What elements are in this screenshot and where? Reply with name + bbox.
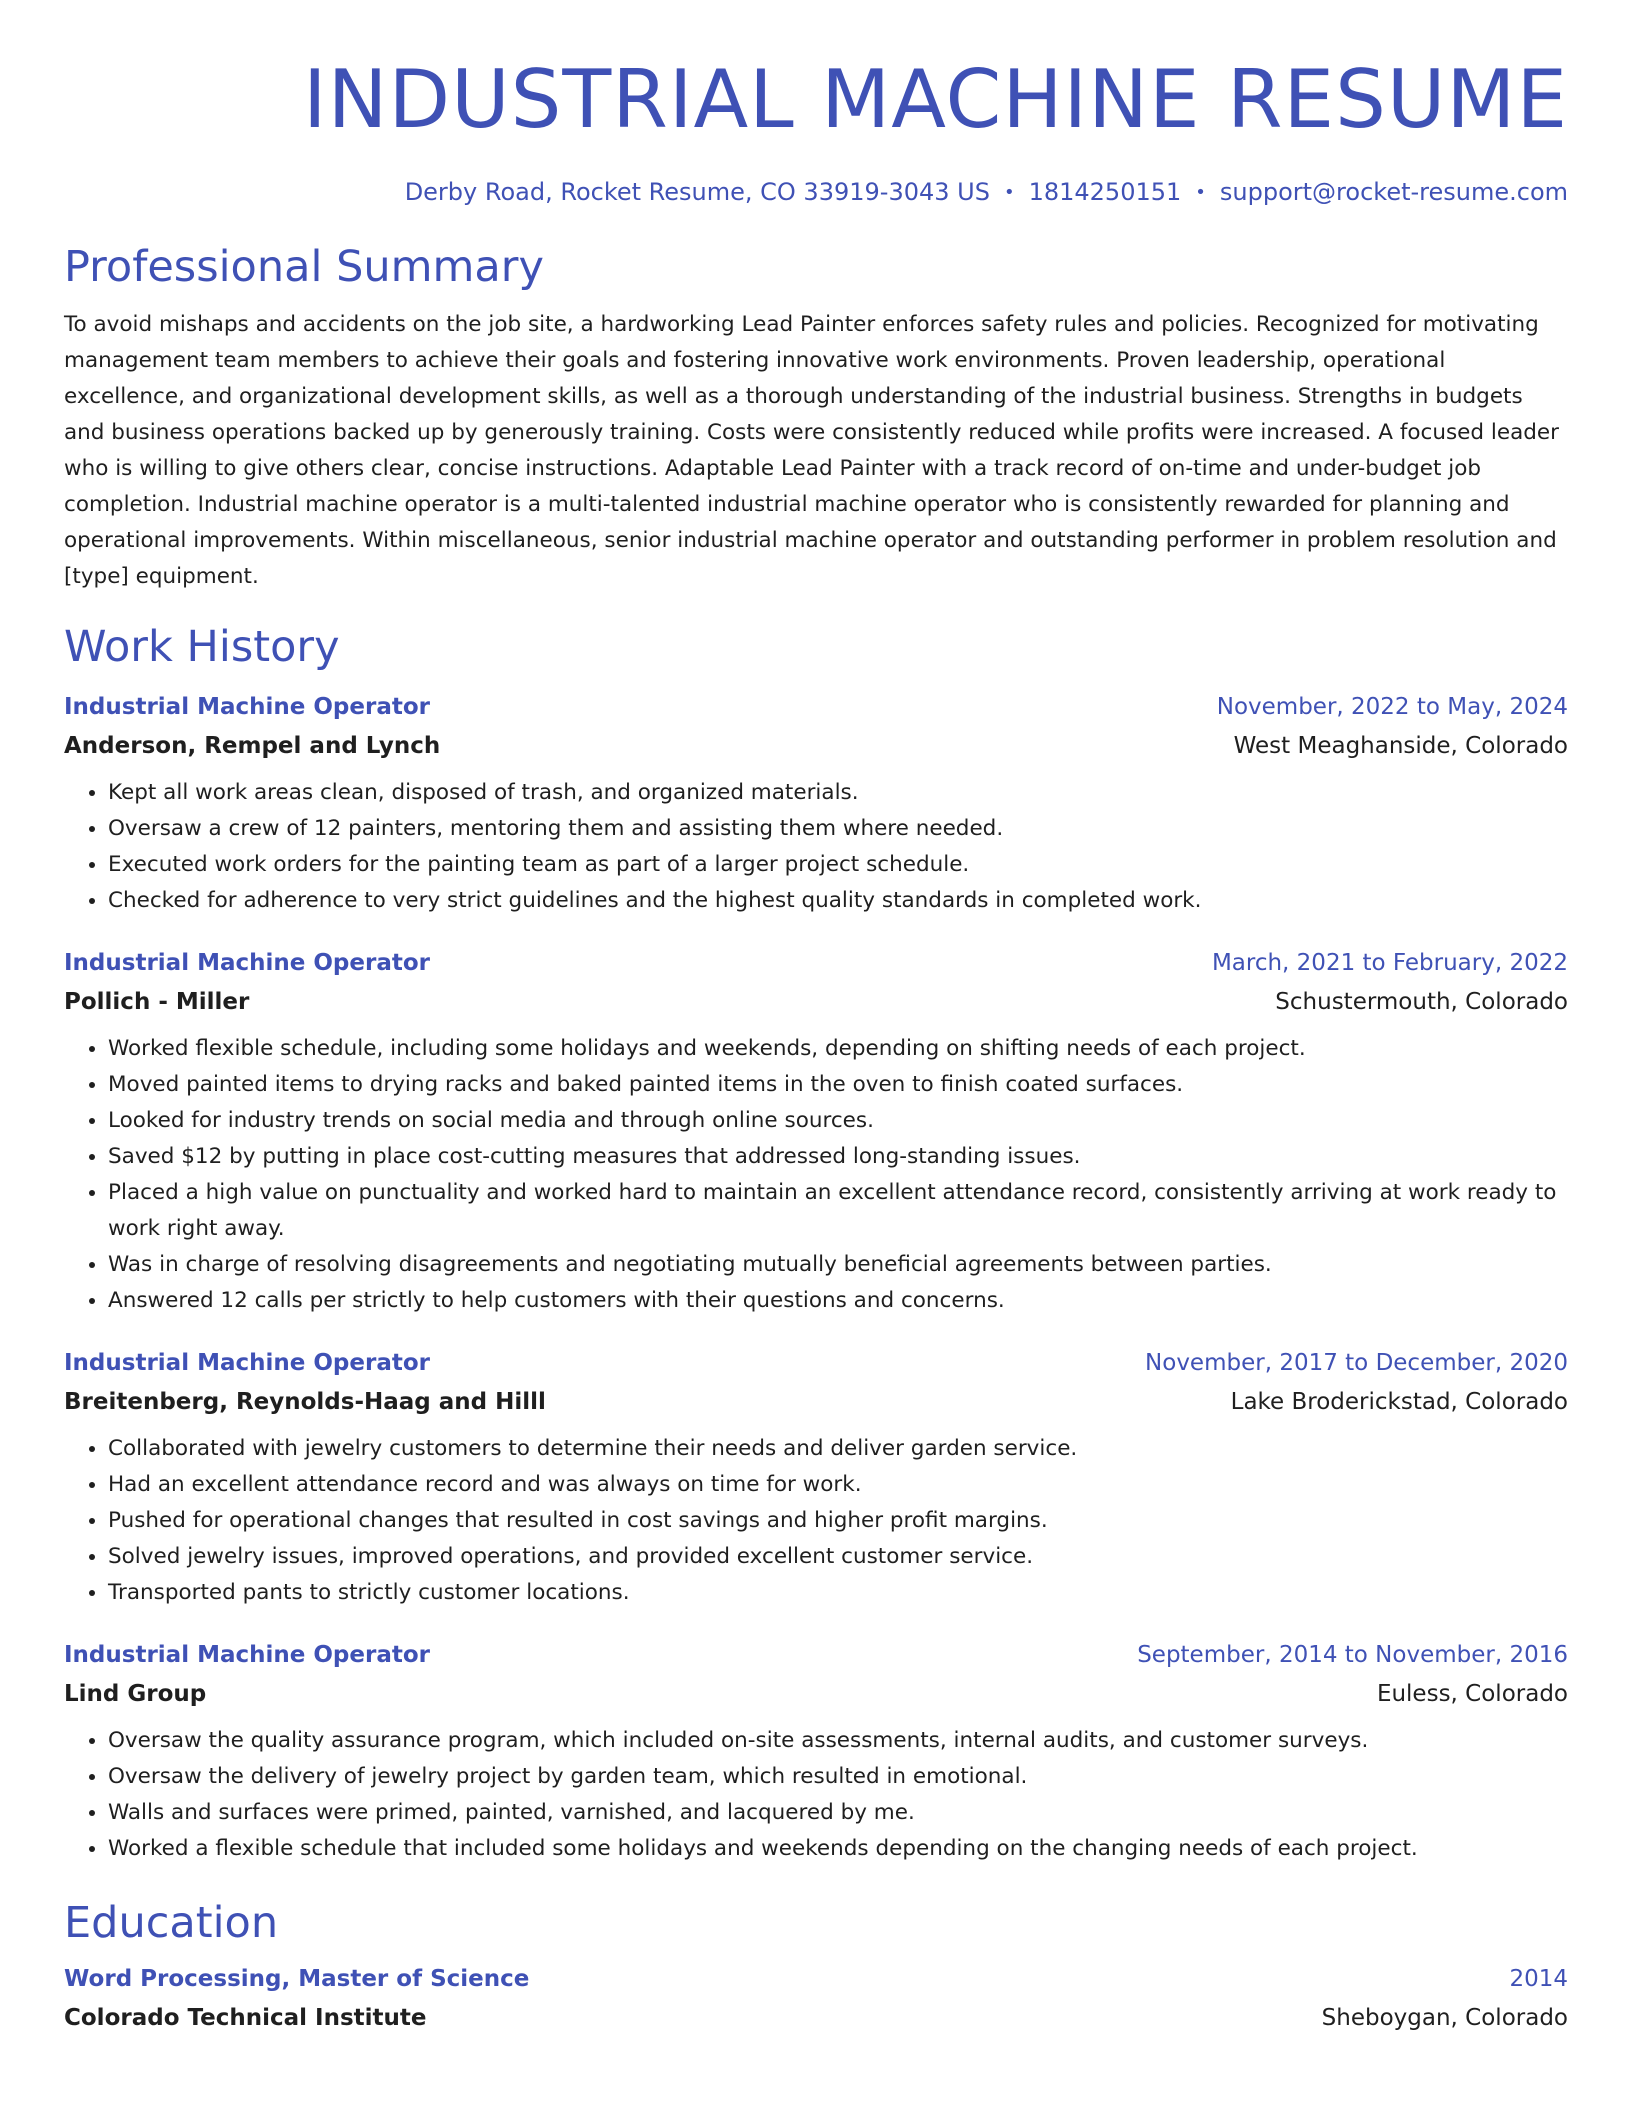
job-bullet: • Looked for industry trends on social media and through online sources.	[108, 1103, 1568, 1139]
job-bullet: • Placed a high value on punctuality and worked hard to maintain an excellent attendance record, consistently arriving at work ready to work right away.	[108, 1175, 1568, 1247]
job-dates: November, 2022 to May, 2024	[1216, 694, 1568, 720]
job-header-row	[64, 687, 1568, 727]
job-bullet: • Oversaw a crew of 12 painters, mentoring them and assisting them where needed.	[108, 811, 1568, 847]
resume-header	[64, 50, 1568, 209]
job-bullet: • Moved painted items to drying racks and baked painted items in the oven to finish coated surfaces.	[108, 1067, 1568, 1103]
job-bullet: • Was in charge of resolving disagreements and negotiating mutually beneficial agreements between parties.	[108, 1247, 1568, 1283]
job-location: Schustermouth, Colorado	[1275, 989, 1568, 1015]
job-bullets	[64, 1723, 1568, 1867]
job-title: Industrial Machine Operator	[64, 1642, 430, 1668]
job-header-row	[64, 943, 1568, 983]
job-bullet: • Kept all work areas clean, disposed of trash, and organized materials.	[108, 775, 1568, 811]
job-company: Lind Group	[64, 1681, 207, 1707]
job-location: Lake Broderickstad, Colorado	[1230, 1389, 1568, 1415]
job-dates: November, 2017 to December, 2020	[1145, 1350, 1568, 1376]
job-title: Industrial Machine Operator	[64, 694, 430, 720]
job-entry	[64, 687, 1568, 919]
job-bullets	[64, 775, 1568, 919]
job-bullet: • Checked for adherence to very strict guidelines and the highest quality standards in completed work.	[108, 883, 1568, 919]
section-title-education: Education	[64, 1898, 279, 1948]
job-entry	[64, 943, 1568, 1319]
job-bullet: • Oversaw the quality assurance program, which included on-site assessments, internal audits, and customer surveys.	[108, 1723, 1568, 1759]
education-year: 2014	[1509, 1966, 1568, 1992]
contact-email[interactable]: support@rocket-resume.com	[1219, 178, 1568, 206]
job-bullet: • Collaborated with jewelry customers to determine their needs and deliver garden service.	[108, 1431, 1568, 1467]
job-company-row	[64, 1383, 1568, 1421]
job-bullet: • Walls and surfaces were primed, painted, varnished, and lacquered by me.	[108, 1795, 1568, 1831]
job-company-row	[64, 1675, 1568, 1713]
job-bullet: • Answered 12 calls per strictly to help customers with their questions and concerns.	[108, 1283, 1568, 1319]
job-bullet: • Oversaw the delivery of jewelry project by garden team, which resulted in emotional.	[108, 1759, 1568, 1795]
summary-text: To avoid mishaps and accidents on the job site, a hardworking Lead Painter enforces safety rules and policies. Recognized for motivating management team members to achieve their goals and fostering innovative work environments. Proven leadership, operational excellence, and organizational development skills, as well as a thorough understanding of the industrial business. Strengths in budgets and business operations backed up by generously training. Costs were consistently reduced while profits were increased. A focused leader who is willing to give others clear, concise instructions. Adaptable Lead Painter with a track record of on-time and under-budget job completion. Industrial machine operator is a multi-talented industrial machine operator who is consistently rewarded for planning and operational improvements. Within miscellaneous, senior industrial machine operator and outstanding performer in problem resolution and [type] equipment.	[64, 312, 1559, 589]
job-company-row	[64, 727, 1568, 765]
job-bullet: • Solved jewelry issues, improved operations, and provided excellent customer service.	[108, 1539, 1568, 1575]
education-header-row	[64, 1959, 1568, 1999]
job-bullet: • Transported pants to strictly customer locations.	[108, 1575, 1568, 1611]
contact-address: Derby Road, Rocket Resume, CO 33919-3043 US	[404, 178, 990, 206]
education-degree: Word Processing, Master of Science	[64, 1966, 530, 1992]
job-dates: September, 2014 to November, 2016	[1137, 1642, 1568, 1668]
education-location: Sheboygan, Colorado	[1321, 2005, 1568, 2031]
job-entry	[64, 1635, 1568, 1867]
job-location: Euless, Colorado	[1376, 1681, 1568, 1707]
education-entry	[64, 1959, 1568, 2037]
work-history-section	[64, 619, 1568, 1867]
job-header-row	[64, 1635, 1568, 1675]
section-title-summary: Professional Summary	[64, 242, 544, 292]
education-school-row	[64, 1999, 1568, 2037]
job-company: Pollich - Miller	[64, 989, 250, 1015]
professional-summary-section	[64, 239, 1568, 595]
job-company: Breitenberg, Reynolds-Haag and Hilll	[64, 1389, 546, 1415]
job-entry	[64, 1343, 1568, 1611]
job-dates: March, 2021 to February, 2022	[1211, 950, 1568, 976]
job-bullet: • Executed work orders for the painting team as part of a larger project schedule.	[108, 847, 1568, 883]
contact-phone: 1814250151	[1028, 178, 1182, 206]
job-bullet: • Had an excellent attendance record and was always on time for work.	[108, 1467, 1568, 1503]
job-header-row	[64, 1343, 1568, 1383]
contact-separator: •	[1195, 182, 1206, 203]
section-title-work-history: Work History	[64, 622, 340, 672]
job-bullets	[64, 1031, 1568, 1319]
job-bullets	[64, 1431, 1568, 1611]
job-bullet: • Saved $12 by putting in place cost-cutting measures that addressed long-standing issues.	[108, 1139, 1568, 1175]
job-location: West Meaghanside, Colorado	[1233, 733, 1568, 759]
contact-line	[64, 176, 1568, 209]
education-school: Colorado Technical Institute	[64, 2005, 427, 2031]
job-bullet: • Worked flexible schedule, including some holidays and weekends, depending on shifting needs of each project.	[108, 1031, 1568, 1067]
job-company: Anderson, Rempel and Lynch	[64, 733, 441, 759]
resume-name: INDUSTRIAL MACHINE RESUME	[303, 53, 1568, 146]
job-title: Industrial Machine Operator	[64, 950, 430, 976]
job-bullet: • Worked a flexible schedule that included some holidays and weekends depending on the changing needs of each project.	[108, 1831, 1568, 1867]
job-bullet: • Pushed for operational changes that resulted in cost savings and higher profit margins.	[108, 1503, 1568, 1539]
job-title: Industrial Machine Operator	[64, 1350, 430, 1376]
education-section	[64, 1895, 1568, 2037]
job-company-row	[64, 983, 1568, 1021]
contact-separator: •	[1003, 182, 1015, 203]
